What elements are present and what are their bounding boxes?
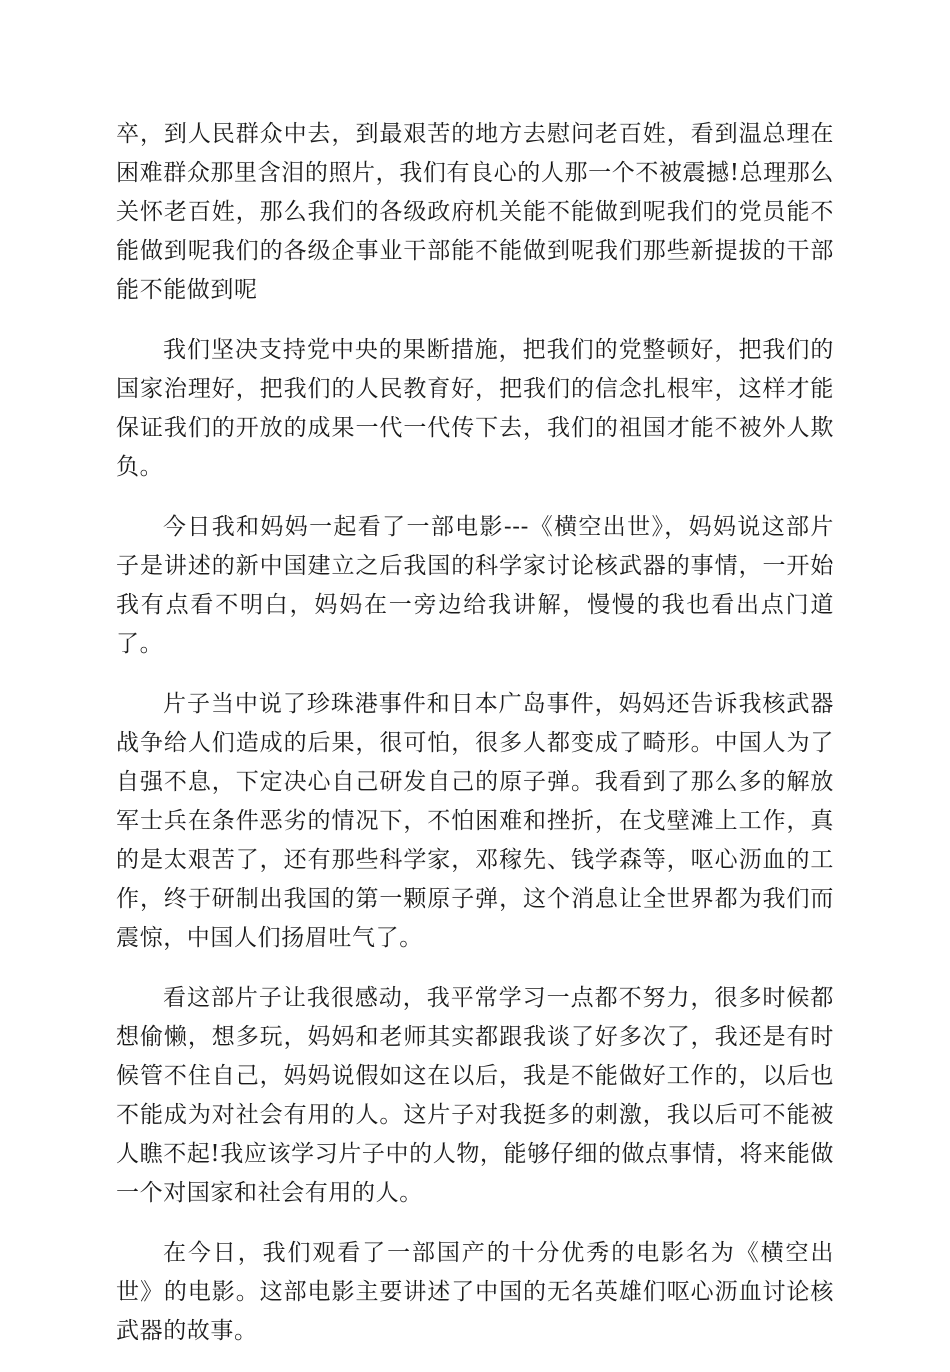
paragraph-3: 今日我和妈妈一起看了一部电影---《横空出世》，妈妈说这部片子是讲述的新中国建立之后我国的科学家讨论核武器的事情，一开始我有点看不明白，妈妈在一旁边给我讲解，慢慢的我也看出点门道了。 xyxy=(116,514,834,657)
paragraph-5: 看这部片子让我很感动，我平常学习一点都不努力，很多时候都想偷懒，想多玩，妈妈和老师其实都跟我谈了好多次了，我还是有时候管不住自己，妈妈说假如这在以后，我是不能做好工作的，以后也不能成为对社会有用的人。这片子对我挺多的刺激，我以后可不能被人瞧不起!我应该学习片子中的人物，能够仔细的做点事情，将来能做一个对国家和社会有用的人。 xyxy=(116,985,834,1206)
paragraph-4: 片子当中说了珍珠港事件和日本广岛事件，妈妈还告诉我核武器战争给人们造成的后果，很可怕，很多人都变成了畸形。中国人为了自强不息，下定决心自己研发自己的原子弹。我看到了那么多的解放军士兵在条件恶劣的情况下，不怕困难和挫折，在戈壁滩上工作，真的是太艰苦了，还有那些科学家，邓稼先、钱学森等，呕心沥血的工作，终于研制出我国的第一颗原子弹，这个消息让全世界都为我们而震惊，中国人们扬眉吐气了。 xyxy=(116,691,834,951)
document-page xyxy=(116,115,834,1372)
paragraph-6: 在今日，我们观看了一部国产的十分优秀的电影名为《横空出世》的电影。这部电影主要讲述了中国的无名英雄们呕心沥血讨论核武器的故事。 xyxy=(116,1240,834,1344)
paragraph-2: 我们坚决支持党中央的果断措施，把我们的党整顿好，把我们的国家治理好，把我们的人民教育好，把我们的信念扎根牢，这样才能保证我们的开放的成果一代一代传下去，我们的祖国才能不被外人欺负。 xyxy=(116,337,834,480)
paragraph-1: 卒，到人民群众中去，到最艰苦的地方去慰问老百姓，看到温总理在困难群众那里含泪的照片，我们有良心的人那一个不被震撼!总理那么关怀老百姓，那么我们的各级政府机关能不能做到呢我们的党员能不能做到呢我们的各级企事业干部能不能做到呢我们那些新提拔的干部能不能做到呢 xyxy=(116,121,834,303)
